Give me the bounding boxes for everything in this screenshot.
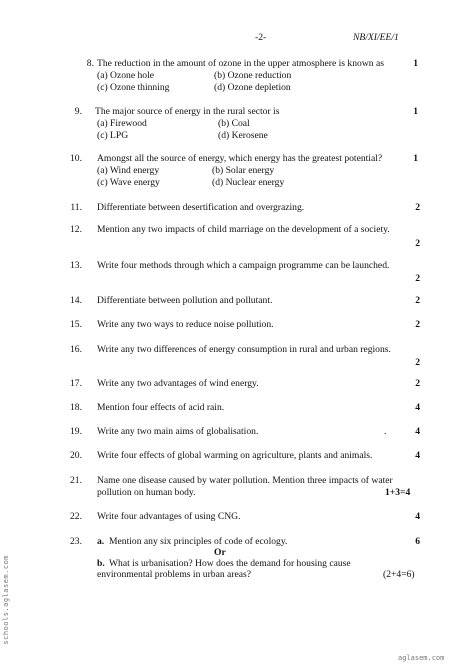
question-number: 15. (70, 319, 82, 330)
question-text: Mention any two impacts of child marriage on the development of a society. (97, 224, 390, 235)
question-text: Mention four effects of acid rain. (97, 402, 225, 413)
question-text: Write four advantages of using CNG. (97, 511, 241, 522)
question-number: 23. (70, 536, 82, 547)
option-c: (c) Wave energy (97, 177, 160, 188)
question-number: 14. (70, 295, 82, 306)
question-number: 8. (86, 58, 94, 69)
part-b-text: What is urbanisation? How does the demand for housing cause (109, 558, 351, 569)
question-number: 13. (70, 260, 82, 271)
question-text-line2: pollution on human body. (97, 487, 196, 498)
question-number: 9. (74, 106, 82, 117)
question-text: Amongst all the source of energy, which energy has the greatest potential? (97, 153, 383, 164)
question-marks: 4 (415, 450, 420, 461)
question-text: Write four effects of global warming on agriculture, plants and animals. (97, 450, 373, 461)
question-number: 11. (70, 202, 82, 213)
question-number: 20. (70, 450, 82, 461)
option-d: (d) Ozone depletion (214, 82, 291, 93)
question-text: Write any two ways to reduce noise pollution. (97, 319, 274, 330)
question-text: Write four methods through which a campaign programme can be launched. (97, 260, 390, 271)
part-b-marks: (2+4=6) (383, 569, 415, 580)
option-c: (c) LPG (97, 130, 129, 141)
question-marks: 2 (415, 319, 420, 330)
question-marks: 4 (415, 426, 420, 437)
part-a-label: a. (97, 536, 105, 547)
question-marks: 6 (415, 536, 420, 547)
question-text: The reduction in the amount of ozone in the upper atmosphere is known as (97, 58, 384, 69)
part-a-text: Mention any six principles of code of ecology. (109, 536, 288, 547)
bottom-watermark: aglasem.com (398, 654, 445, 662)
question-marks: 4 (415, 511, 420, 522)
question-text: Differentiate between desertification and overgrazing. (97, 202, 305, 213)
question-text: Name one disease caused by water pollution. Mention three impacts of water (97, 475, 393, 486)
question-text: The major source of energy in the rural sector is (95, 106, 280, 117)
question-marks: 1+3=4 (385, 487, 411, 498)
question-number: 21. (70, 475, 82, 486)
option-b: (b) Ozone reduction (214, 70, 292, 81)
question-marks: 2 (415, 295, 420, 306)
question-number: 17. (70, 378, 82, 389)
or-separator: Or (214, 547, 226, 558)
question-marks: 2 (415, 202, 420, 213)
question-number: 22. (70, 511, 82, 522)
question-marks: 1 (413, 58, 418, 69)
question-number: 19. (70, 426, 82, 437)
question-marks: 2 (415, 378, 420, 389)
question-number: 16. (70, 344, 82, 355)
question-marks: 2 (415, 273, 420, 284)
question-text: Write any two differences of energy consumption in rural and urban regions. (97, 344, 391, 355)
page-number: -2- (255, 32, 267, 43)
option-d: (d) Kerosene (218, 130, 268, 141)
question-marks: 2 (415, 238, 420, 249)
question-number: 10. (70, 153, 82, 164)
question-marks: 1 (413, 153, 418, 164)
stray-dot: . (384, 426, 387, 437)
option-b: (b) Solar energy (212, 165, 275, 176)
option-a: (a) Firewood (97, 118, 147, 129)
part-b-label: b. (97, 558, 105, 569)
side-watermark: schools.aglasem.com (2, 555, 10, 645)
option-a: (a) Ozone hole (97, 70, 155, 81)
question-marks: 4 (415, 402, 420, 413)
question-text: Write any two main aims of globalisation. (97, 426, 259, 437)
question-number: 12. (70, 224, 82, 235)
question-number: 18. (70, 402, 82, 413)
question-text: Write any two advantages of wind energy. (97, 378, 259, 389)
question-marks: 1 (413, 106, 418, 117)
option-b: (b) Coal (218, 118, 250, 129)
question-marks: 2 (415, 357, 420, 368)
option-c: (c) Ozone thinning (97, 82, 170, 93)
paper-code: NB/XI/EE/1 (353, 32, 399, 43)
option-a: (a) Wind energy (97, 165, 160, 176)
question-text: Differentiate between pollution and pollutant. (97, 295, 273, 306)
option-d: (d) Nuclear energy (212, 177, 285, 188)
part-b-text-line2: environmental problems in urban areas? (97, 569, 251, 580)
